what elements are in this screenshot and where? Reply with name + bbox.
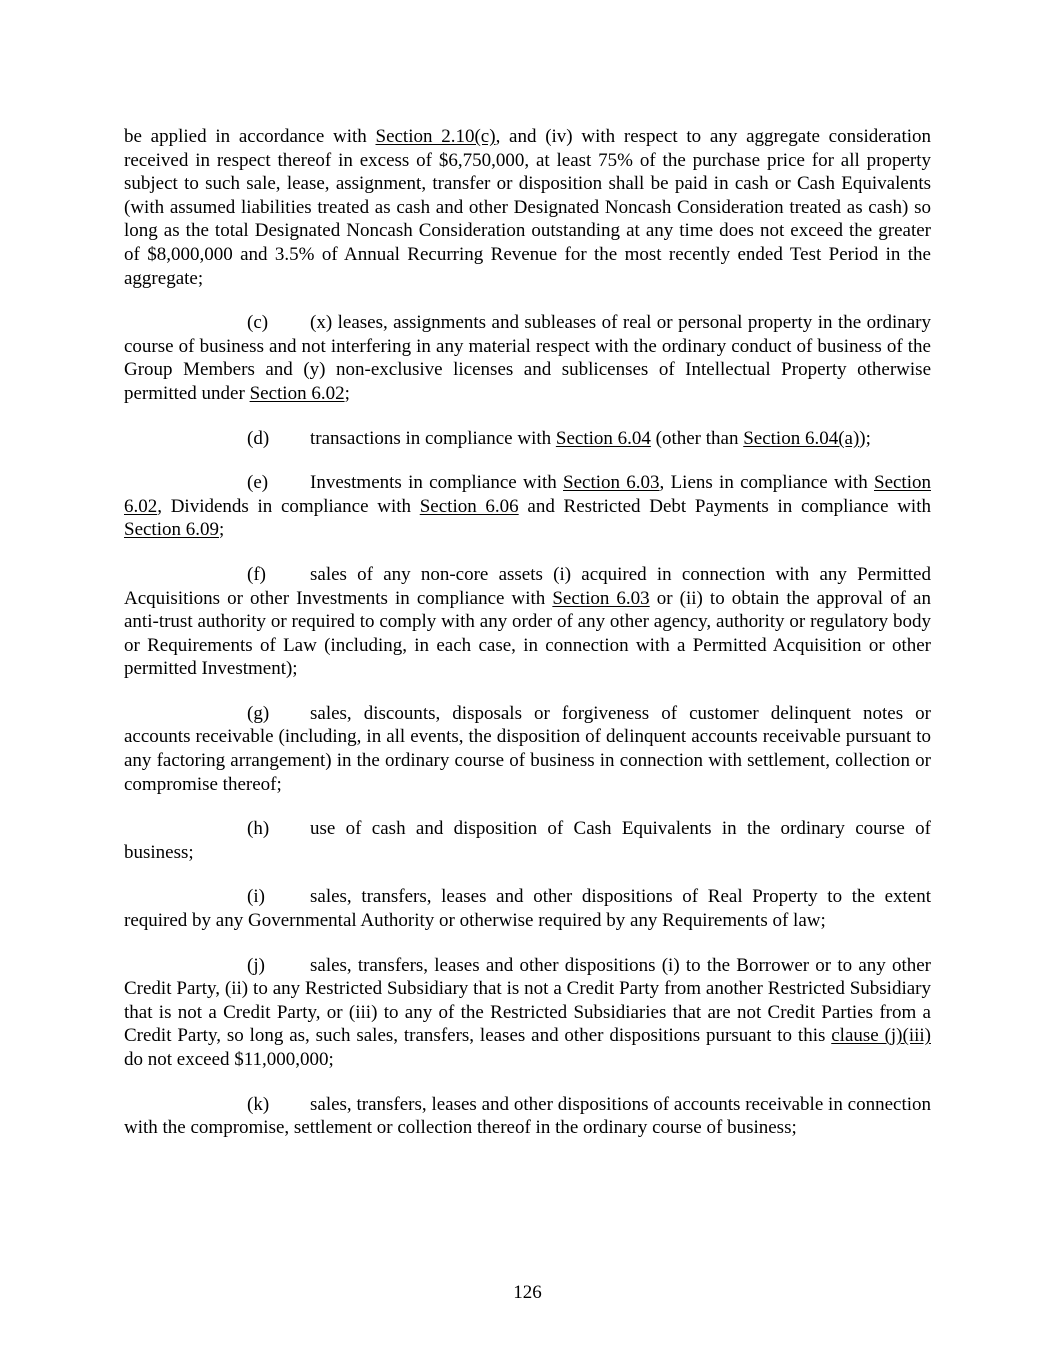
section-reference: Section 6.02 (124, 472, 931, 517)
section-reference: Section 6.03 (552, 587, 650, 609)
text: sales, transfers, leases and other dispositions (i) to the Borrower or to any other Credit Party, (ii) to any Restricted Subsidiary that is not a Credit Party from another Restricted Subsidiary that is not a Credit Party, or (iii) to any of the Restricted Subsidiaries that are not Credit Parties from a Credit Party, so long as, such sales, transfers, leases and other dispositions pursuant to this (124, 954, 931, 1047)
section-reference: Section 6.03 (563, 472, 660, 494)
clause-g (124, 702, 931, 796)
text: , Liens in compliance with (659, 472, 874, 494)
clause-d (124, 427, 931, 451)
section-reference: Section 2.10(c) (375, 126, 496, 147)
text: sales, transfers, leases and other dispositions of accounts receivable in connection with the compromise, settlement or collection thereof in the ordinary course of business; (124, 1093, 931, 1139)
section-reference: Section 6.09 (124, 519, 219, 541)
text: ; (219, 519, 225, 541)
page-number: 126 (513, 1282, 542, 1303)
clause-i (124, 885, 931, 932)
text: transactions in compliance with (310, 427, 556, 449)
section-reference: clause (j)(iii) (831, 1025, 931, 1047)
section-reference: Section 6.04(a) (743, 427, 860, 449)
clause-label: (g) (247, 702, 270, 724)
clause-label: (j) (247, 954, 265, 976)
text: , and (iv) with respect to any aggregate consideration received in respect thereof in excess of $6,750,000, at least 75% of the purchase price for all property subject to such sale, lease, assignment, transfer or disposition shall be paid in cash or Cash Equivalents (with assumed liabilities treated as cash and other Designated Noncash Consideration treated as cash) so long as the total Designated Noncash Consideration outstanding at any time does not exceed the greater of $8,000,000 and 3.5% of Annual Recurring Revenue for the most recently ended Test Period in the aggregate; (124, 126, 932, 289)
clause-j (124, 954, 931, 1072)
paragraph-continuation (124, 125, 931, 290)
text: , Dividends in compliance with (157, 495, 420, 517)
clause-label: (d) (247, 427, 270, 449)
section-reference: Section 6.06 (419, 495, 519, 517)
clause-label: (k) (247, 1093, 270, 1115)
text: and Restricted Debt Payments in compliance with (518, 495, 931, 517)
text: do not exceed $11,000,000; (124, 1049, 334, 1070)
text: sales of any non-core assets (i) acquired in connection with any Permitted Acquisitions or other Investments in compliance with (124, 563, 931, 609)
text: (x) leases, assignments and subleases of real or personal property in the ordinary course of business and not interfering in any material respect with the ordinary conduct of business of the Group Members and (y) non-exclusive licenses and sublicenses of Intellectual Property otherwise permitted under (124, 312, 931, 404)
text: or (ii) to obtain the approval of an anti-trust authority or required to comply with any order of any other agency, authority or regulatory body or Requirements of Law (including, in each case, in connection with a Permitted Acquisition or other permitted Investment); (124, 587, 931, 680)
text: use of cash and disposition of Cash Equivalents in the ordinary course of business; (124, 818, 931, 863)
clause-label: (h) (247, 818, 270, 840)
clause-label: (f) (247, 563, 266, 585)
text: be applied in accordance with (124, 126, 376, 147)
text: Investments in compliance with (310, 472, 564, 494)
text: sales, transfers, leases and other dispositions of Real Property to the extent required by any Governmental Authority or otherwise required by any Requirements of law; (124, 886, 931, 932)
clause-h (124, 817, 931, 864)
section-reference: Section 6.04 (555, 427, 651, 449)
text: sales, discounts, disposals or forgiveness of customer delinquent notes or accounts receivable (including, in all events, the disposition of delinquent accounts receivable pursuant to any factoring arrangement) in the ordinary course of business in connection with settlement, collection or compromise thereof; (124, 702, 931, 795)
section-reference: Section 6.02 (249, 382, 345, 404)
text: ; (344, 382, 350, 404)
clause-k (124, 1093, 931, 1140)
text: (other than (650, 427, 744, 449)
clause-label: (i) (247, 886, 265, 908)
clause-label: (e) (247, 472, 269, 494)
text: ); (859, 427, 871, 449)
clause-f (124, 563, 931, 681)
clause-c (124, 311, 931, 405)
clause-label: (c) (247, 312, 269, 334)
document-body (124, 125, 931, 1161)
clause-e (124, 471, 931, 542)
